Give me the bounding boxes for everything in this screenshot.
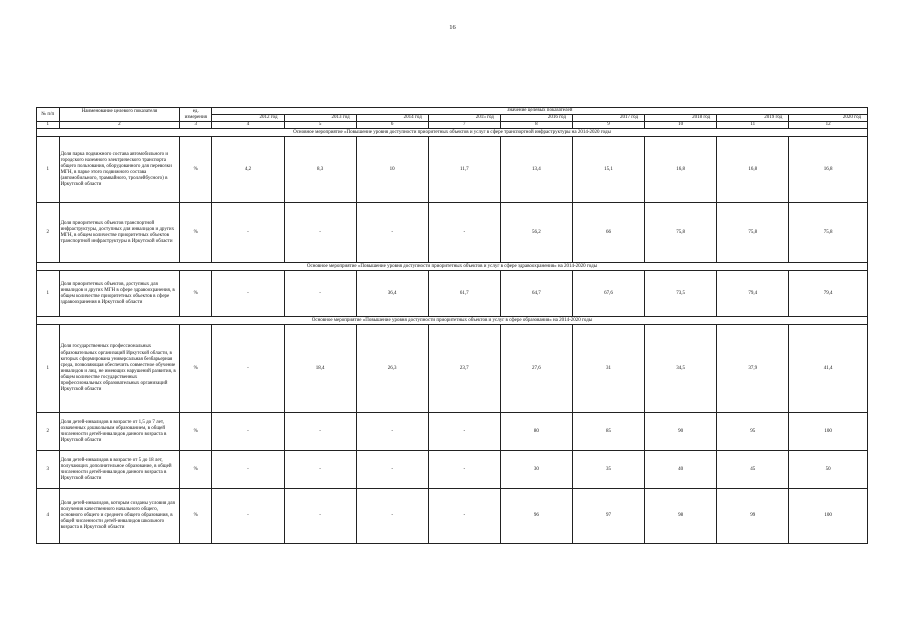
section-title: Основное мероприятие «Повышение уровня доступности приоритетных объектов и услуг в сфере образования» на 2014-2020 годы [37, 317, 868, 325]
indicator-value: 80 [500, 413, 572, 451]
row-number: 3 [37, 451, 60, 489]
indicator-name: Доля государственных профессиональных образовательных организаций Иркутской области, в которых сформирована универсальная безбарьерная среда, позволяющая обеспечить совместное обучение инвалидов и лиц, не имеющих нарушений развития, в общем количестве государственных профессиональных образовательных организаций Иркутской области [59, 325, 180, 413]
row-number: 1 [37, 271, 60, 317]
column-number: 8 [500, 122, 572, 129]
indicator-value: 8,3 [284, 137, 356, 203]
indicator-value: 79,4 [789, 271, 868, 317]
page-number: 16 [449, 24, 456, 31]
indicator-value: 75,8 [789, 203, 868, 263]
indicator-value: 16,8 [789, 137, 868, 203]
indicator-value: 26,3 [356, 325, 428, 413]
indicator-value: 75,8 [645, 203, 717, 263]
indicator-value: - [212, 489, 284, 544]
row-number: 2 [37, 413, 60, 451]
header-year: 2017 год [572, 115, 644, 122]
indicator-value: 66 [572, 203, 644, 263]
indicator-name: Доля приоритетных объектов транспортной инфраструктуры, доступных для инвалидов и других МГН, в общем количестве приоритетных объектов транспортной инфраструктуры в Иркутской области [59, 203, 180, 263]
header-values-group: Значение целевых показателей [212, 108, 868, 115]
indicator-value: - [284, 489, 356, 544]
indicator-value: 34,5 [645, 325, 717, 413]
indicator-value: 90 [645, 413, 717, 451]
indicator-unit: % [180, 325, 212, 413]
indicator-value: 50 [789, 451, 868, 489]
indicator-value: 85 [572, 413, 644, 451]
indicator-value: 27,6 [500, 325, 572, 413]
table-row [37, 325, 868, 413]
table-row [37, 271, 868, 317]
column-number: 12 [789, 122, 868, 129]
indicator-value: 100 [789, 413, 868, 451]
column-number: 7 [428, 122, 500, 129]
header-year: 2019 год [717, 115, 789, 122]
indicator-value: 36,4 [356, 271, 428, 317]
table-row [37, 137, 868, 203]
indicator-value: 23,7 [428, 325, 500, 413]
indicator-value: 31 [572, 325, 644, 413]
indicator-value: 15,1 [572, 137, 644, 203]
header-unit: ед. измерения [180, 108, 212, 122]
indicator-value: 40 [645, 451, 717, 489]
header-year: 2020 год [789, 115, 868, 122]
indicator-unit: % [180, 413, 212, 451]
indicator-name: Доля детей-инвалидов, которым созданы условия для получения качественного начального общего, основного общего и среднего общего образования, в общей численности детей-инвалидов школьного возраста в Иркутской области [59, 489, 180, 544]
header-year: 2014 год [356, 115, 428, 122]
column-number: 5 [284, 122, 356, 129]
indicator-value: 11,7 [428, 137, 500, 203]
indicator-value: - [428, 413, 500, 451]
indicator-value: - [356, 489, 428, 544]
table-row [37, 203, 868, 263]
indicator-value: 18,4 [284, 325, 356, 413]
indicator-unit: % [180, 137, 212, 203]
indicator-unit: % [180, 203, 212, 263]
indicator-value: - [428, 203, 500, 263]
column-number: 6 [356, 122, 428, 129]
table-row [37, 451, 868, 489]
indicator-value: 97 [572, 489, 644, 544]
indicator-value: 96 [500, 489, 572, 544]
indicator-value: - [212, 203, 284, 263]
indicator-value: 64,7 [500, 271, 572, 317]
indicator-value: 61,7 [428, 271, 500, 317]
header-year: 2015 год [428, 115, 500, 122]
column-number: 9 [572, 122, 644, 129]
indicator-value: 10 [356, 137, 428, 203]
indicator-name: Доля парка подвижного состава автомобильного и городского наземного электрического транспорта общего пользования, оборудованного для перевозки МГН, в парке этого подвижного состава (автомобильного, трамвайного, троллейбусного) в Иркутской области [59, 137, 180, 203]
indicator-value: 100 [789, 489, 868, 544]
row-number: 2 [37, 203, 60, 263]
row-number: 1 [37, 325, 60, 413]
header-year: 2013 год [284, 115, 356, 122]
table-row [37, 413, 868, 451]
indicator-value: - [212, 451, 284, 489]
section-title: Основное мероприятие «Повышение уровня доступности приоритетных объектов и услуг в сфере здравоохранения» на 2014-2020 годы [37, 263, 868, 271]
column-number: 3 [180, 122, 212, 129]
indicator-value: 99 [717, 489, 789, 544]
row-number: 1 [37, 137, 60, 203]
table-body [37, 129, 868, 544]
indicator-value: 4,2 [212, 137, 284, 203]
header-name: Наименование целевого показателя [59, 108, 180, 122]
indicator-value: - [212, 325, 284, 413]
indicator-value: 79,4 [717, 271, 789, 317]
indicator-value: 37,9 [717, 325, 789, 413]
indicator-value: - [212, 413, 284, 451]
table-header [37, 108, 868, 129]
indicator-value: - [284, 451, 356, 489]
indicator-value: 73,5 [645, 271, 717, 317]
table-row [37, 489, 868, 544]
indicator-value: - [212, 271, 284, 317]
header-year: 2018 год [645, 115, 717, 122]
indicator-value: - [284, 413, 356, 451]
indicators-table [36, 107, 868, 544]
indicator-value: - [428, 489, 500, 544]
row-number: 4 [37, 489, 60, 544]
indicator-value: 45 [717, 451, 789, 489]
column-number: 10 [645, 122, 717, 129]
section-title: Основное мероприятие «Повышение уровня доступности приоритетных объектов и услуг в сфере транспортной инфраструктуры на 2014-2020 годы [37, 129, 868, 137]
column-number: 11 [717, 122, 789, 129]
indicator-value: 98 [645, 489, 717, 544]
column-number: 4 [212, 122, 284, 129]
indicator-value: 75,8 [717, 203, 789, 263]
indicator-value: 30 [500, 451, 572, 489]
indicator-value: - [356, 413, 428, 451]
indicator-unit: % [180, 271, 212, 317]
indicator-name: Доля детей-инвалидов в возрасте от 1,5 до 7 лет, охваченных дошкольным образованием, в общей численности детей-инвалидов данного возраста в Иркутской области [59, 413, 180, 451]
column-number: 2 [59, 122, 180, 129]
indicator-value: - [356, 451, 428, 489]
indicator-value: - [284, 271, 356, 317]
header-year: 2012 год [212, 115, 284, 122]
indicator-value: 35 [572, 451, 644, 489]
indicator-value: 56,2 [500, 203, 572, 263]
header-year: 2016 год [500, 115, 572, 122]
indicator-value: 67,6 [572, 271, 644, 317]
indicator-value: 16,8 [645, 137, 717, 203]
indicator-value: - [356, 203, 428, 263]
header-num: № п/п [37, 108, 60, 122]
indicator-value: 13,4 [500, 137, 572, 203]
indicator-name: Доля детей-инвалидов в возрасте от 5 до 18 лет, получающих дополнительное образование, в общей численности детей-инвалидов данного возраста в Иркутской области [59, 451, 180, 489]
indicator-unit: % [180, 451, 212, 489]
indicator-unit: % [180, 489, 212, 544]
indicator-value: 16,8 [717, 137, 789, 203]
indicator-value: 95 [717, 413, 789, 451]
indicator-value: - [284, 203, 356, 263]
indicator-value: 41,4 [789, 325, 868, 413]
column-number: 1 [37, 122, 60, 129]
indicator-name: Доля приоритетных объектов, доступных для инвалидов и других МГН в сфере здравоохранения, в общем количестве приоритетных объектов в сфере здравоохранения в Иркутской области [59, 271, 180, 317]
indicator-value: - [428, 451, 500, 489]
